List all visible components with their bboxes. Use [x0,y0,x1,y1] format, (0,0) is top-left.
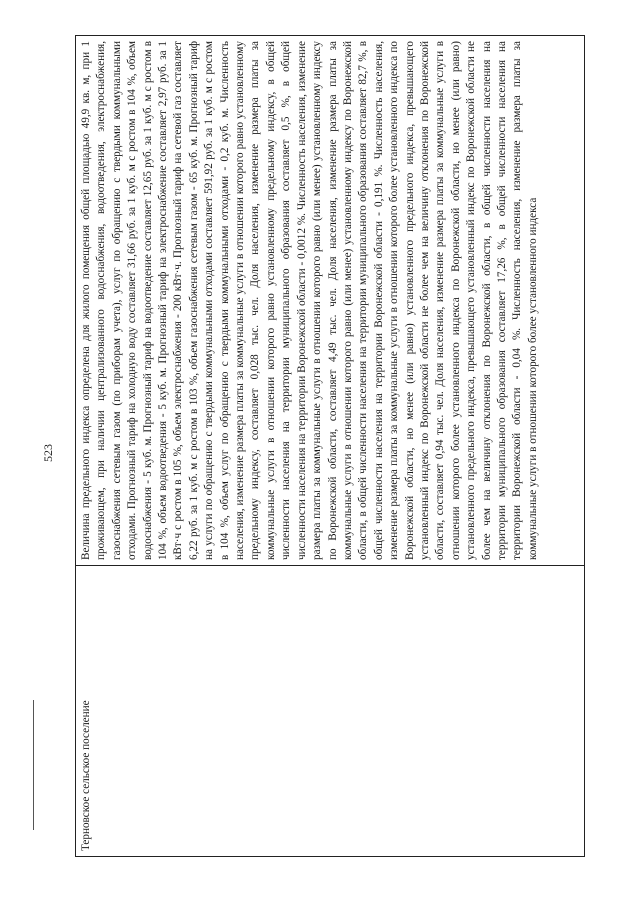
page-number: 523 [41,444,55,462]
index-description-cell: Величина предельного индекса определена для жилого помещения общей площадью 49,9 кв. м, при 1 проживающем, при наличии централизованного водоснабжения, водоотведения, электроснабжения, газоснабжения сетевым газом (по приборам учета), услуг по обращению с твердыми коммунальными отходами. Прогнозный тариф на холодную воду составляет 31,66 руб. за 1 куб. м с ростом в 104 %, объем водоснабжения - 5 куб. м. Прогнозный тариф на водоотведение составляет 12,65 руб. за 1 куб. м с ростом в 104 %, объем водоотведения - 5 куб. м. Прогнозный тариф на электроснабжение составляет 2,97 руб. за 1 кВт·ч с ростом в 105 %, объем электроснабжения - 200 кВт·ч. Прогнозный тариф на сетевой газ составляет 6,22 руб. за 1 куб. м с ростом в 103 %, объем газоснабжения сетевым газом - 65 куб. м. Прогнозный тариф на услуги по обращению с твердыми коммунальными отходами составляет 591,92 руб. за 1 куб. м с ростом в 104 %, объем услуг по обращению с твердыми коммунальными отходами - 0,2 куб. м. Численность населения, изменение размера платы за коммунальные услуги в отношении которого равно установленному предельному индексу, составляет 0,028 тыс. чел. Доля населения, изменение размера платы за коммунальные услуги в отношении которого равно установленному предельному индексу, в общей численности населения на территории муниципального образования составляет 0,5 %, в общей численности населения на территории Воронежской области - 0,0012 %. Численность населения, изменение размера платы за коммунальные услуги в отношении которого равно (или менее) установленному индексу по Воронежской области, составляет 4,49 тыс. чел. Доля населения, изменение размера платы за коммунальные услуги в отношении которого равно (или менее) установленному индексу по Воронежской области, в общей численности населения на территории муниципального образования составляет 82,7 %, в общей численности населения на территории Воронежской области - 0,191 %. Численность населения, изменение размера платы за коммунальные услуги в отношении которого более установленного индекса по Воронежской области, но менее (или равно) установленного предельного индекса, превышающего установленный индекс по Воронежской области не более чем на величину отклонения по Воронежской области, составляет 0,94 тыс. чел. Доля населения, изменение размера платы за коммунальные услуги в отношении которого более установленного индекса по Воронежской области, но менее (или равно) установленного предельного индекса, превышающего установленный индекс по Воронежской области не более чем на величину отклонения по Воронежской области, в общей численности населения на территории муниципального образования составляет 17,26 %, в общей численности населения на территории Воронежской области - 0,04 %. Численность населения, изменение размера платы за коммунальные услуги в отношении которого более установленного индекса [76,36,585,566]
table-row [76,36,585,857]
rotated-table-wrapper [75,35,585,857]
footnote-separator [33,700,34,830]
settlement-name-cell: Терновское сельское поселение [76,566,585,857]
tariff-table [75,35,585,857]
